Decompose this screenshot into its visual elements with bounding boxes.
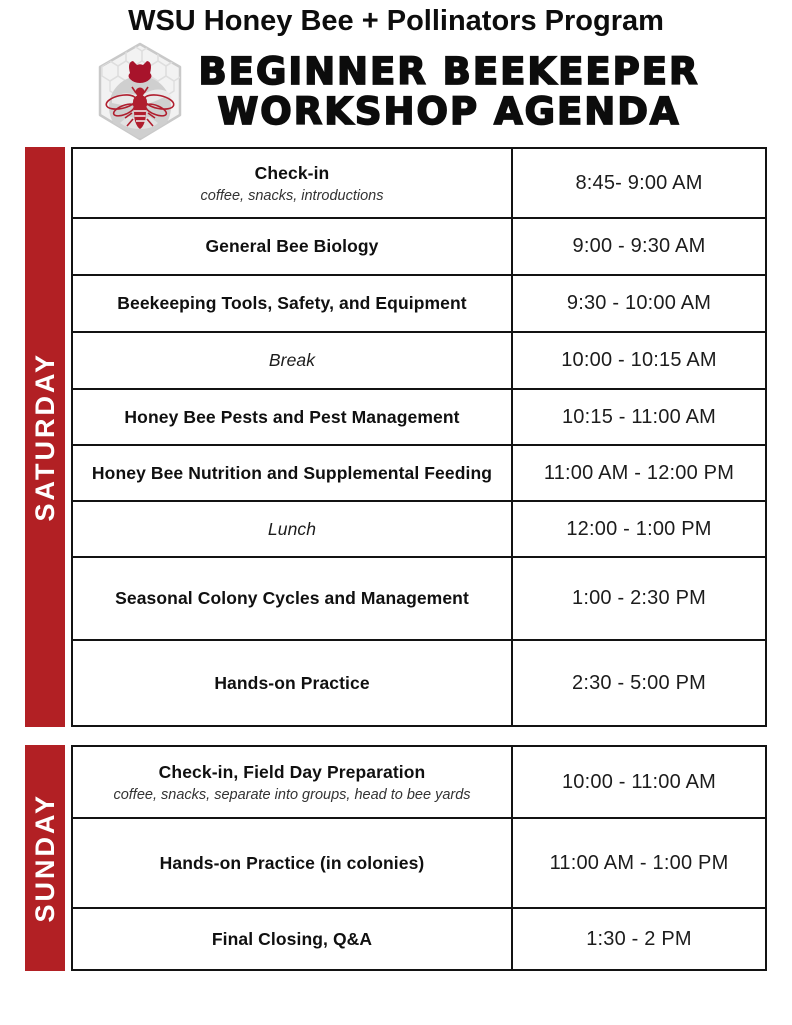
workshop-title-line1: BEGINNER BEEKEEPER <box>198 50 700 94</box>
activity-label: Lunch <box>267 518 317 539</box>
activity-label: Break <box>268 350 316 370</box>
time-cell: 9:30 - 10:00 AM <box>511 276 765 331</box>
activity-cell <box>73 502 511 556</box>
activity-subtitle: coffee, snacks, separate into groups, head to bee yards <box>113 786 471 803</box>
activity-cell <box>73 558 511 639</box>
day-section <box>25 745 767 971</box>
activity-label: Honey Bee Nutrition and Supplemental Feeding <box>91 462 493 483</box>
day-label: SATURDAY <box>29 352 60 522</box>
agenda-row <box>73 556 765 639</box>
agenda <box>25 147 767 971</box>
activity-cell <box>73 149 511 217</box>
workshop-title-line2: WORKSHOP AGENDA <box>217 89 681 133</box>
agenda-row <box>73 217 765 274</box>
activity-label: Check-in <box>254 162 330 183</box>
activity-cell <box>73 641 511 725</box>
activity-label: General Bee Biology <box>205 236 379 256</box>
agenda-row <box>73 331 765 388</box>
time-cell: 2:30 - 5:00 PM <box>511 641 765 725</box>
time-cell: 9:00 - 9:30 AM <box>511 219 765 274</box>
day-section <box>25 147 767 727</box>
activity-label: Final Closing, Q&A <box>211 928 373 949</box>
agenda-row <box>73 274 765 331</box>
agenda-row <box>73 907 765 969</box>
time-cell: 11:00 AM - 1:00 PM <box>511 819 765 907</box>
activity-cell <box>73 333 511 388</box>
wsu-bee-hexagon-logo-icon <box>92 41 188 142</box>
time-cell: 8:45- 9:00 AM <box>511 149 765 217</box>
time-cell: 10:00 - 10:15 AM <box>511 333 765 388</box>
day-label: SUNDAY <box>29 793 60 923</box>
day-bar <box>25 745 65 971</box>
agenda-row <box>73 747 765 817</box>
agenda-row <box>73 444 765 500</box>
agenda-row <box>73 817 765 907</box>
time-cell: 10:00 - 11:00 AM <box>511 747 765 817</box>
activity-cell <box>73 446 511 500</box>
activity-subtitle: coffee, snacks, introductions <box>200 187 384 204</box>
activity-cell <box>73 276 511 331</box>
agenda-row <box>73 149 765 217</box>
day-table <box>71 147 767 727</box>
program-title: WSU Honey Bee + Pollinators Program <box>128 5 664 37</box>
activity-cell <box>73 219 511 274</box>
time-cell: 1:00 - 2:30 PM <box>511 558 765 639</box>
activity-cell <box>73 909 511 969</box>
activity-cell <box>73 390 511 444</box>
activity-cell <box>73 819 511 907</box>
time-cell: 11:00 AM - 12:00 PM <box>511 446 765 500</box>
agenda-row <box>73 500 765 556</box>
day-table <box>71 745 767 971</box>
activity-label: Hands-on Practice (in colonies) <box>159 852 425 873</box>
activity-cell <box>73 747 511 817</box>
agenda-row <box>73 639 765 725</box>
activity-label: Check-in, Field Day Preparation <box>158 761 426 782</box>
header <box>0 40 792 143</box>
day-bar <box>25 147 65 727</box>
time-cell: 1:30 - 2 PM <box>511 909 765 969</box>
activity-label: Hands-on Practice <box>214 672 370 693</box>
workshop-title <box>198 50 700 133</box>
agenda-row <box>73 388 765 444</box>
activity-label: Honey Bee Pests and Pest Management <box>124 406 460 427</box>
activity-label: Seasonal Colony Cycles and Management <box>115 588 469 608</box>
activity-label: Beekeeping Tools, Safety, and Equipment <box>117 293 467 313</box>
time-cell: 12:00 - 1:00 PM <box>511 502 765 556</box>
time-cell: 10:15 - 11:00 AM <box>511 390 765 444</box>
